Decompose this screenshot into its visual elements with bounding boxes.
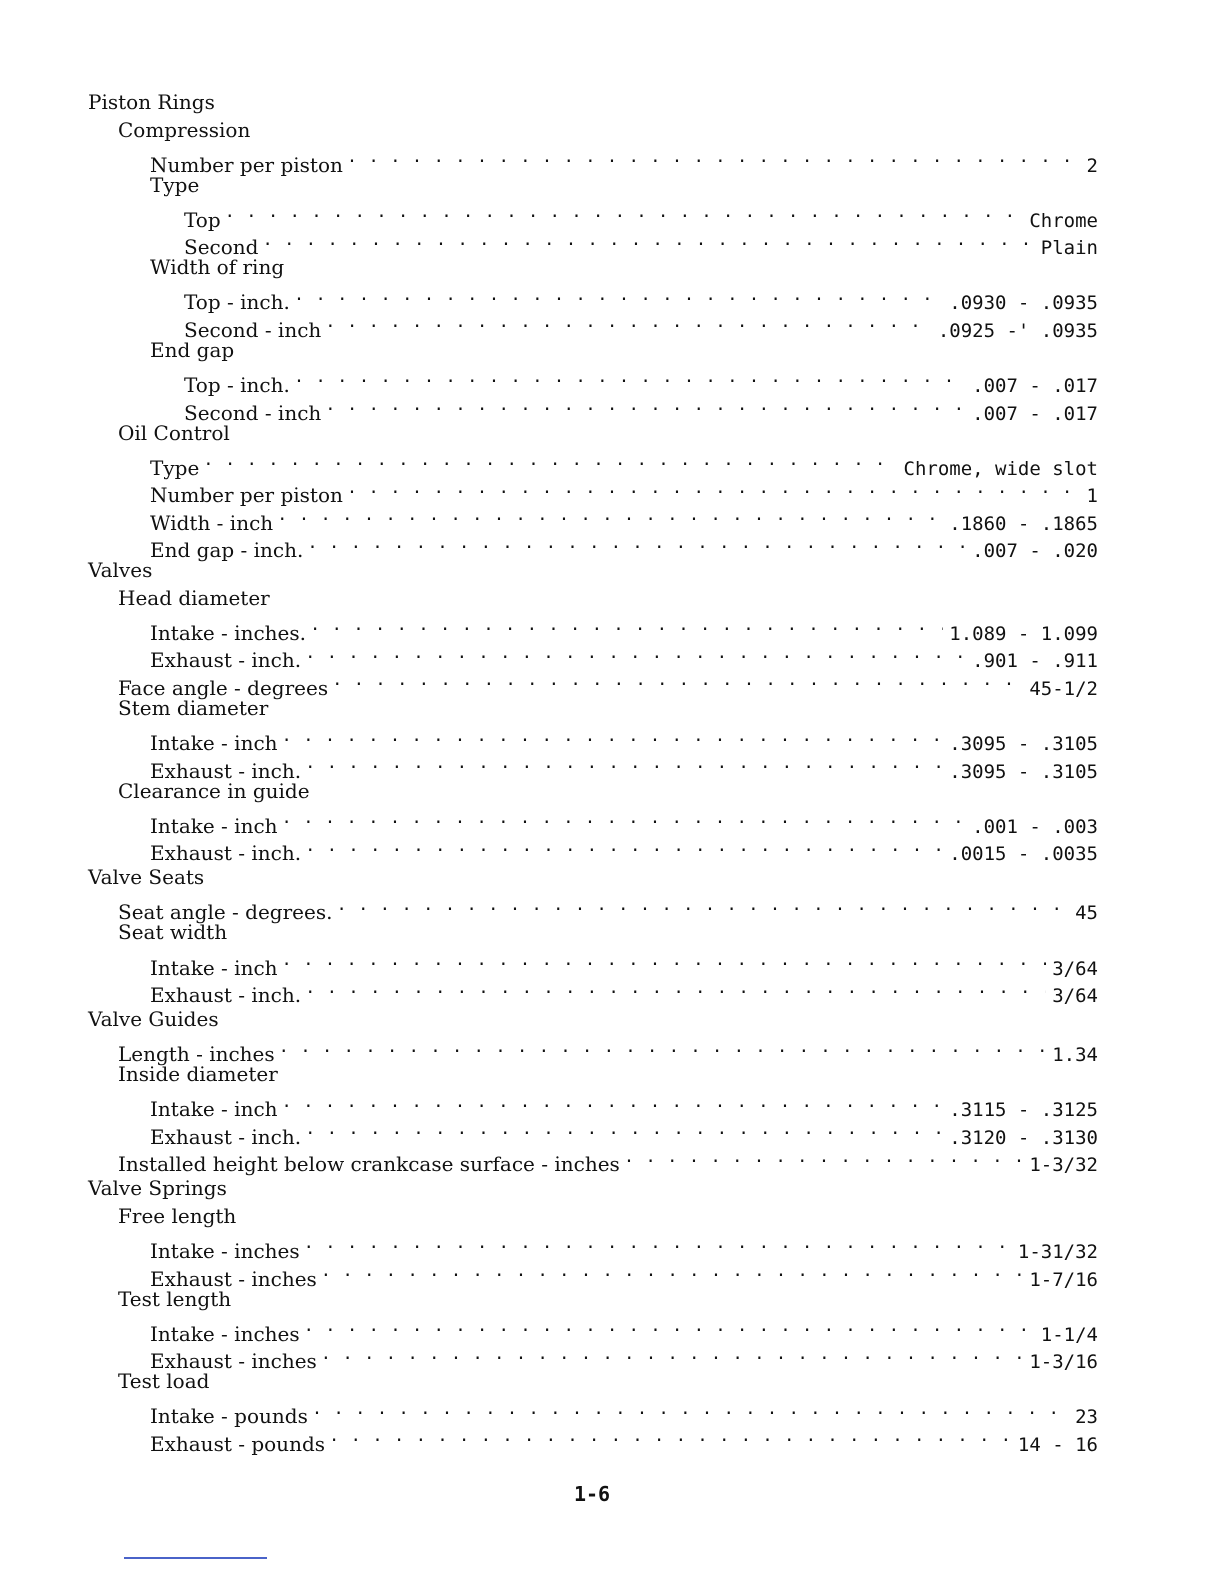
spec-label: Top - inch. (184, 290, 290, 315)
spec-label: Intake - inch (150, 813, 278, 838)
spec-label: Intake - inch (150, 1097, 278, 1122)
dot-leader (305, 640, 966, 668)
spec-label: Free length (118, 1203, 237, 1228)
spec-value: .001 - .003 (972, 815, 1098, 838)
spec-value: 1.34 (1052, 1044, 1098, 1067)
spec-label: Intake - pounds (150, 1404, 308, 1429)
spec-label: Type (150, 172, 200, 197)
spec-label: Second (184, 235, 259, 260)
spec-label: Top (184, 207, 221, 232)
dot-leader (305, 1116, 943, 1144)
spec-value: 14 - 16 (1017, 1433, 1098, 1456)
spec-row (84, 892, 1098, 925)
dot-leader (325, 392, 966, 420)
spec-value: .3115 - .3125 (949, 1099, 1098, 1122)
spec-label: Seat width (118, 920, 228, 945)
section-heading-label: Valve Guides (88, 1007, 219, 1032)
spec-row (84, 947, 1098, 980)
spec-label: Width of ring (150, 255, 285, 280)
spec-label: Exhaust - inch. (150, 1124, 302, 1149)
spec-label: Exhaust - inch. (150, 983, 302, 1008)
spec-row (84, 199, 1098, 232)
dot-leader (225, 199, 1024, 227)
spec-label: Number per piston (150, 483, 343, 508)
dot-leader (203, 447, 897, 475)
spec-label: End gap - inch. (150, 538, 304, 563)
spec-value: .007 - .020 (972, 540, 1098, 563)
dot-leader (307, 530, 966, 558)
dot-leader (347, 144, 1081, 172)
spec-label: Exhaust - inches (150, 1349, 317, 1374)
spec-value: 23 (1075, 1406, 1098, 1429)
spec-value: .007 - .017 (972, 402, 1098, 425)
spec-value: 3/64 (1052, 985, 1098, 1008)
spec-row (84, 144, 1098, 177)
dot-leader (294, 364, 966, 392)
spec-label: Width - inch (150, 510, 274, 535)
spec-subheading (84, 1203, 1098, 1231)
spec-label: Seat angle - degrees. (118, 900, 333, 925)
spec-subheading (84, 585, 1098, 613)
spec-row (84, 1230, 1098, 1263)
dot-leader (321, 1341, 1024, 1369)
section-heading-label: Piston Rings (88, 90, 215, 114)
spec-label: Stem diameter (118, 696, 269, 721)
spec-label: Second - inch (184, 400, 322, 425)
dot-leader (282, 1089, 944, 1117)
spec-label: Intake - inch (150, 955, 278, 980)
section-heading-label: Valve Seats (88, 865, 205, 890)
spec-label: Test load (118, 1369, 210, 1394)
spec-value: .0930 - .0935 (949, 292, 1098, 315)
spec-value: .0925 -' .0935 (937, 319, 1098, 342)
spec-value: .3095 - .3105 (949, 760, 1098, 783)
spec-row (84, 447, 1098, 480)
section-heading (84, 1006, 1098, 1034)
dot-leader (277, 502, 943, 530)
spec-label: Number per piston (150, 152, 343, 177)
spec-value: .3095 - .3105 (949, 733, 1098, 756)
spec-row (84, 1034, 1098, 1067)
dot-leader (282, 723, 944, 751)
spec-value: 1-7/16 (1029, 1268, 1098, 1291)
spec-label: Top - inch. (184, 373, 290, 398)
spec-label: Exhaust - pounds (150, 1431, 326, 1456)
dot-leader (321, 1258, 1024, 1286)
spec-row (84, 612, 1098, 645)
spec-label: Clearance in guide (118, 778, 310, 803)
spec-value: 1-1/4 (1040, 1323, 1098, 1346)
dot-leader (282, 947, 1047, 975)
spec-label: Face angle - degrees (118, 676, 329, 701)
spec-subheading (84, 778, 1098, 806)
specification-list (84, 89, 1098, 1456)
footnote-rule (124, 1557, 267, 1559)
spec-label: Intake - inches (150, 1238, 300, 1263)
spec-row (84, 1089, 1098, 1122)
dot-leader (279, 1034, 1047, 1062)
spec-subheading (84, 117, 1098, 145)
spec-label: Exhaust - inch. (150, 841, 302, 866)
section-heading (84, 1175, 1098, 1203)
dot-leader (325, 309, 932, 337)
spec-row (84, 723, 1098, 756)
spec-label: Intake - inch (150, 731, 278, 756)
spec-label: Installed height below crankcase surface - inches (118, 1152, 620, 1177)
spec-label: Length - inches (118, 1042, 275, 1067)
spec-value: Plain (1040, 237, 1098, 260)
dot-leader (305, 975, 1046, 1003)
dot-leader (282, 805, 967, 833)
spec-value: 3/64 (1052, 957, 1098, 980)
spec-label: Exhaust - inch. (150, 758, 302, 783)
spec-row (84, 227, 1098, 260)
spec-label: Exhaust - inches (150, 1266, 317, 1291)
spec-label: Second - inch (184, 317, 322, 342)
spec-label: Inside diameter (118, 1062, 278, 1087)
dot-leader (304, 1313, 1035, 1341)
dot-leader (304, 1230, 1012, 1258)
spec-value: Chrome (1029, 209, 1098, 232)
spec-subheading (84, 695, 1098, 723)
spec-label: End gap (150, 337, 235, 362)
section-heading-label: Valves (88, 558, 153, 583)
spec-row (84, 364, 1098, 398)
dot-leader (312, 1396, 1069, 1424)
spec-label: Exhaust - inch. (150, 648, 302, 673)
spec-value: .0015 - .0035 (949, 843, 1098, 866)
spec-label: Intake - inches (150, 1321, 300, 1346)
dot-leader (332, 667, 1023, 695)
spec-subheading (84, 1061, 1098, 1089)
dot-leader (624, 1144, 1024, 1172)
spec-value: .1860 - .1865 (949, 512, 1098, 535)
spec-value: Chrome, wide slot (903, 457, 1098, 480)
dot-leader (347, 475, 1081, 503)
dot-leader (336, 892, 1069, 920)
page-number: 1-6 (573, 1482, 611, 1506)
spec-row (84, 282, 1098, 315)
section-heading-label: Valve Springs (88, 1176, 227, 1201)
dot-leader (310, 612, 943, 640)
spec-label: Test length (118, 1286, 232, 1311)
spec-label: Type (150, 455, 200, 480)
spec-row (84, 1313, 1098, 1346)
dot-leader (305, 833, 943, 861)
spec-subheading (84, 254, 1098, 282)
spec-label: Compression (118, 117, 251, 142)
section-heading (84, 89, 1098, 117)
spec-value: .3120 - .3130 (949, 1126, 1098, 1149)
dot-leader (294, 282, 943, 310)
spec-row (84, 805, 1098, 838)
spec-value: 1-31/32 (1017, 1240, 1098, 1263)
spec-value: 1.089 - 1.099 (949, 622, 1098, 645)
spec-value: 2 (1086, 154, 1098, 177)
spec-value: .007 - .017 (972, 375, 1098, 398)
spec-label: Head diameter (118, 585, 270, 610)
spec-value: 1 (1086, 485, 1098, 508)
spec-label: Intake - inches. (150, 620, 306, 645)
dot-leader (305, 750, 943, 778)
spec-value: 1-3/16 (1029, 1351, 1098, 1374)
dot-leader (262, 227, 1034, 255)
section-heading (84, 864, 1098, 892)
spec-row (84, 1396, 1098, 1429)
spec-value: .901 - .911 (972, 650, 1098, 673)
spec-row (84, 475, 1098, 508)
spec-value: 45 (1075, 902, 1098, 925)
spec-value: 1-3/32 (1029, 1154, 1098, 1177)
spec-label: Oil Control (118, 420, 230, 445)
dot-leader (329, 1423, 1012, 1451)
spec-value: 45-1/2 (1029, 678, 1098, 701)
